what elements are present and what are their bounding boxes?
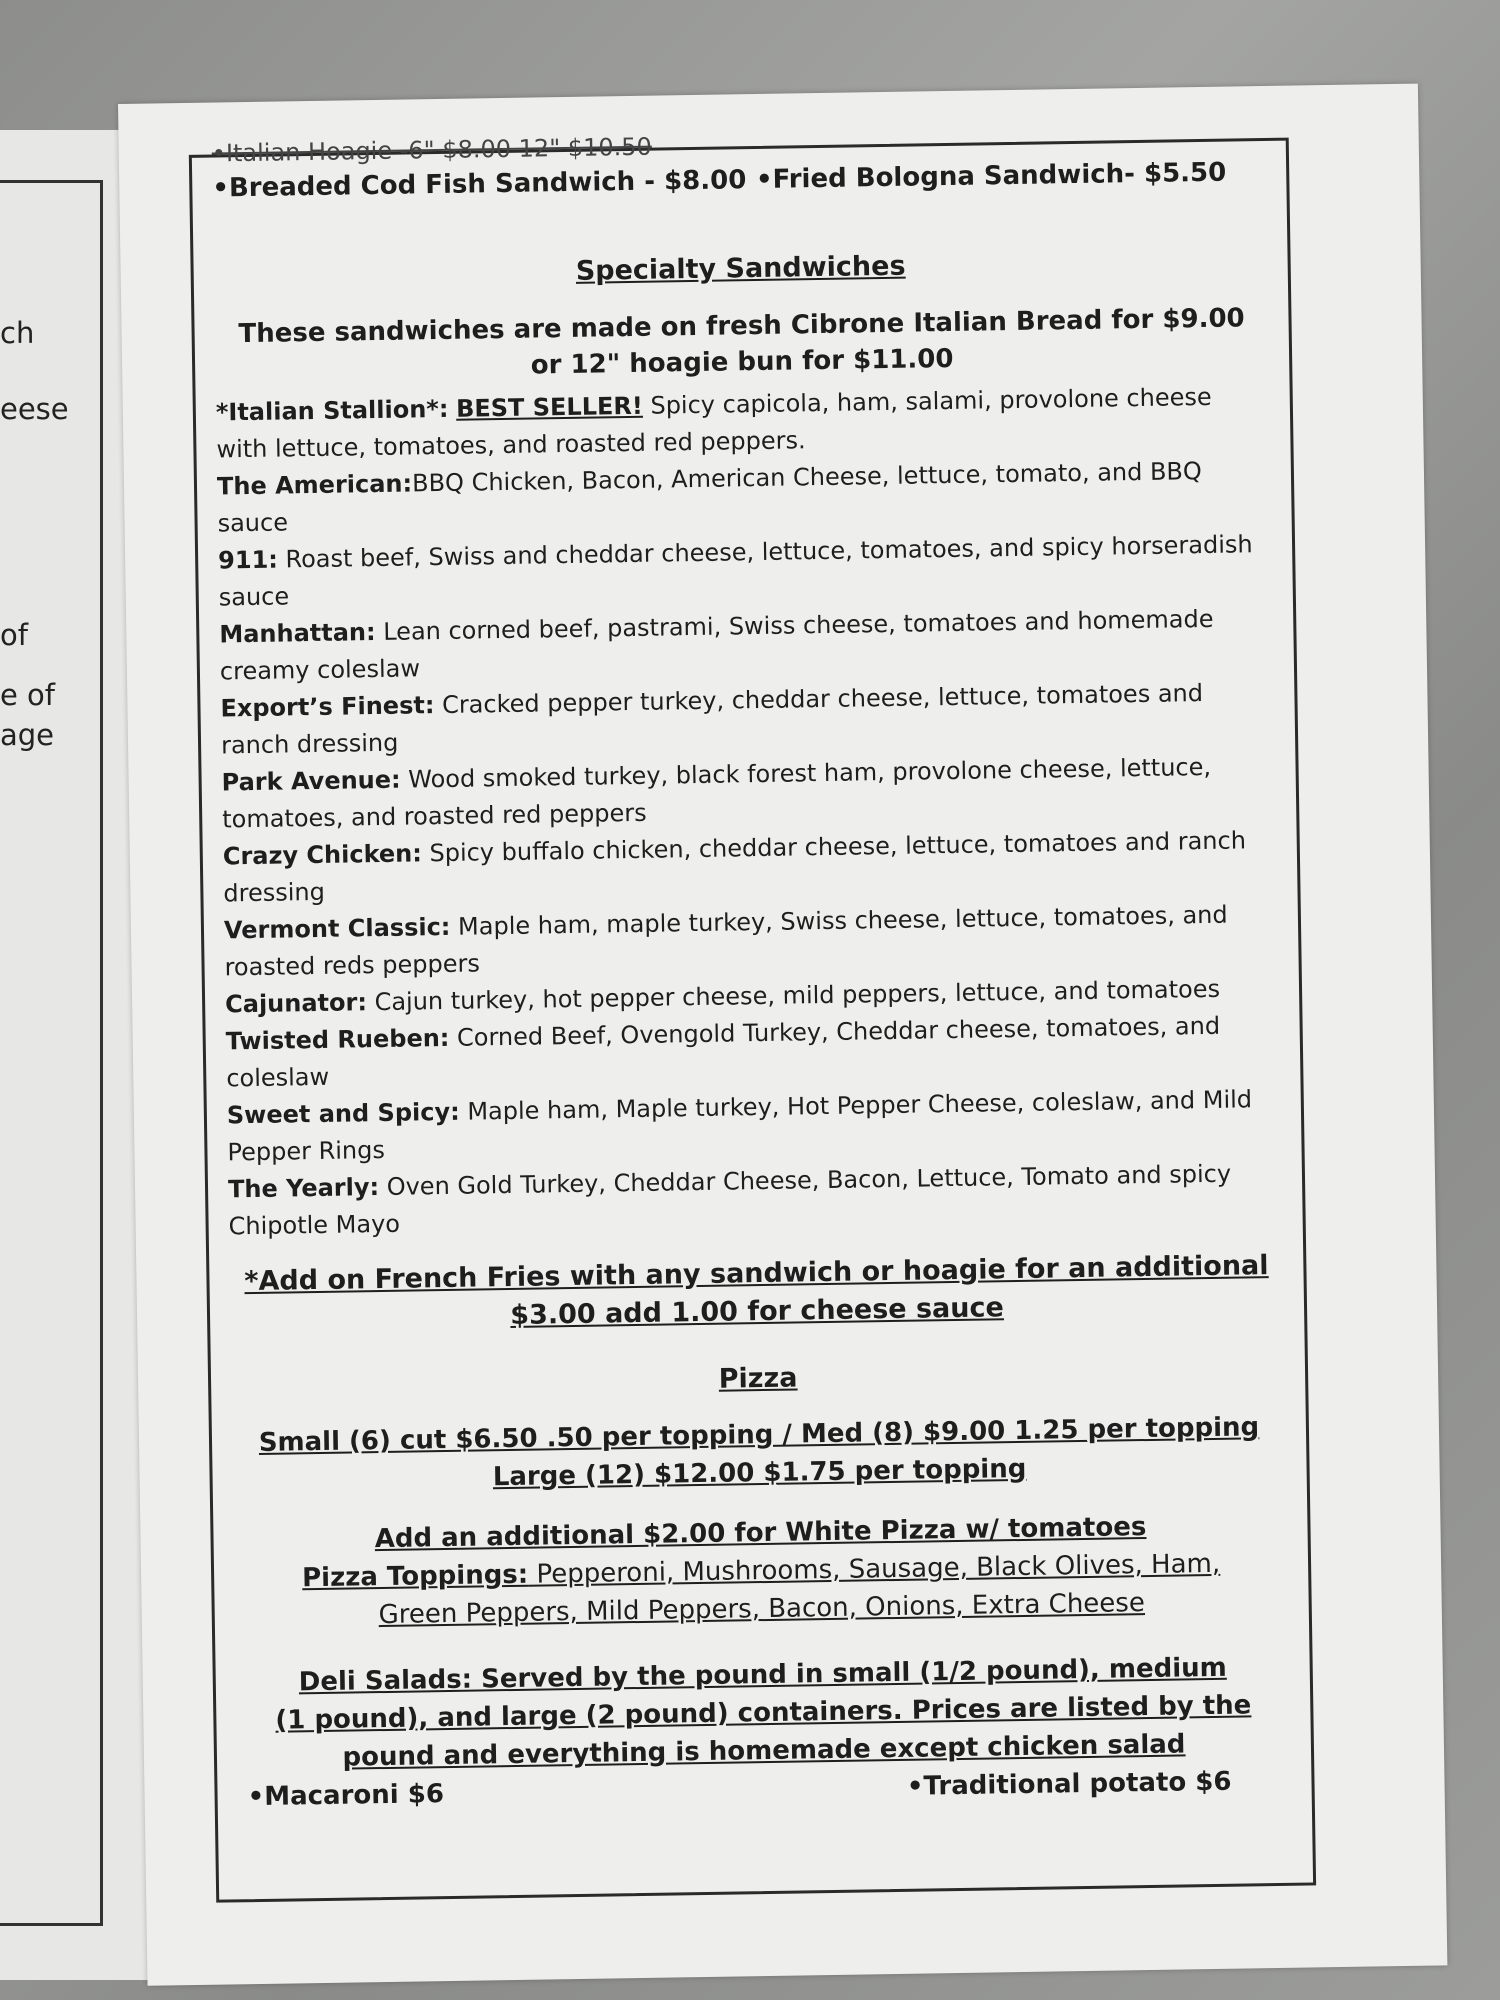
sandwich-desc: Wood smoked turkey, black forest ham, provolone cheese, lettuce, tomatoes, and roasted red peppers [222,752,1212,834]
sandwich-name: The Yearly: [227,1173,380,1204]
deli-line: pound and everything is homemade except chicken salad [342,1729,1186,1773]
pizza-toppings [234,1544,1289,1637]
left-fragment: e of [0,678,56,712]
bologna-item: •Fried Bologna Sandwich- $5.50 [755,157,1227,195]
sandwich-desc: Maple ham, maple turkey, Swiss cheese, lettuce, tomatoes, and roasted reds peppers [224,900,1228,982]
sandwich-item [228,1155,1283,1246]
sandwich-desc: Maple ham, Maple turkey, Hot Pepper Cheese, coleslaw, and Mild Pepper Rings [227,1085,1253,1167]
sandwich-name: Cajunator: [224,988,368,1019]
sandwich-name: Vermont Classic: [223,912,451,945]
pizza-large: Large (12) $12.00 $1.75 per topping [492,1453,1027,1493]
pizza-title: Pizza [718,1362,798,1395]
pizza-sizes: Small (6) cut $6.50 .50 per topping / Med (8) $9.00 1.25 per topping [258,1412,1260,1458]
sandwich-name: Park Avenue: [221,765,401,797]
sandwich-desc: Lean corned beef, pastrami, Swiss cheese, tomatoes and homemade creamy coleslaw [219,604,1214,686]
sandwich-name: *Italian Stallion*: [215,394,449,427]
toppings-line: Pepperoni, Mushrooms, Sausage, Black Olives, Ham, [527,1548,1221,1590]
sandwich-name: Crazy Chicken: [222,839,423,871]
toppings-line: Green Peppers, Mild Peppers, Bacon, Onions, Extra Cheese [378,1588,1146,1631]
left-fragment: age [0,718,55,752]
deli-line: (1 pound), and large (2 pound) containers. Prices are listed by the [275,1690,1252,1736]
sandwich-desc: Spicy capicola, ham, salami, provolone cheese with lettuce, tomatoes, and roasted red peppers. [216,382,1212,464]
best-seller-badge: BEST SELLER! [455,391,644,423]
menu-page [118,84,1447,1986]
deli-salads [236,1648,1292,1779]
sandwich-list [216,378,1283,1245]
macaroni-item: •Macaroni $6 [247,1779,445,1813]
clipped-line: •Italian Hoagie -6" $8.00 12" $10.50 [211,132,653,168]
sandwich-desc: BBQ Chicken, Bacon, American Cheese, lettuce, tomato, and BBQ sauce [217,457,1203,538]
sandwich-desc: Oven Gold Turkey, Cheddar Cheese, Bacon, Lettuce, Tomato and spicy Chipotle Mayo [228,1159,1232,1241]
deli-line: Deli Salads: Served by the pound in small (1/2 pound), medium [298,1652,1227,1698]
sandwich-name: Manhattan: [219,618,376,649]
fries-line: $3.00 add 1.00 for cheese sauce [510,1292,1005,1331]
sandwich-desc: Cracked pepper turkey, cheddar cheese, lettuce, tomatoes and ranch dressing [220,679,1204,760]
sandwich-name: The American: [216,469,413,501]
specialty-title: Specialty Sandwiches [575,250,906,287]
potato-item: •Traditional potato $6 [906,1766,1232,1802]
sandwich-desc: Spicy buffalo chicken, cheddar cheese, lettuce, tomatoes and ranch dressing [223,826,1247,908]
sandwich-desc: Corned Beef, Ovengold Turkey, Cheddar cheese, tomatoes, and coleslaw [226,1011,1221,1093]
sandwich-name: 911: [217,545,279,575]
sandwich-desc: Roast beef, Swiss and cheddar cheese, lettuce, tomatoes, and spicy horseradish sauce [218,530,1253,612]
left-fragment: eese [0,392,69,426]
left-page-border [0,180,103,1926]
specialty-intro [214,300,1269,389]
fries-addon [229,1247,1284,1340]
intro-line: or 12" hoagie bun for $11.00 [530,343,954,381]
left-fragment: ch [0,316,35,350]
left-fragment: of [0,618,28,652]
intro-line: These sandwiches are made on fresh Cibrone Italian Bread for $9.00 [238,303,1245,350]
sandwich-name: Export’s Finest: [220,691,435,723]
cod-fish-item: •Breaded Cod Fish Sandwich - $8.00 [212,165,747,204]
toppings-label: Pizza Toppings: [301,1559,529,1594]
fries-line: *Add on French Fries with any sandwich or hoagie for an additional [244,1250,1269,1298]
sandwich-desc: Cajun turkey, hot pepper cheese, mild peppers, lettuce, and tomatoes [366,974,1221,1017]
sandwich-name: Sweet and Spicy: [226,1097,460,1130]
white-pizza: Add an additional $2.00 for White Pizza w/ tomatoes [374,1512,1147,1555]
sandwich-name: Twisted Rueben: [225,1023,450,1056]
menu-box [189,132,1316,1903]
